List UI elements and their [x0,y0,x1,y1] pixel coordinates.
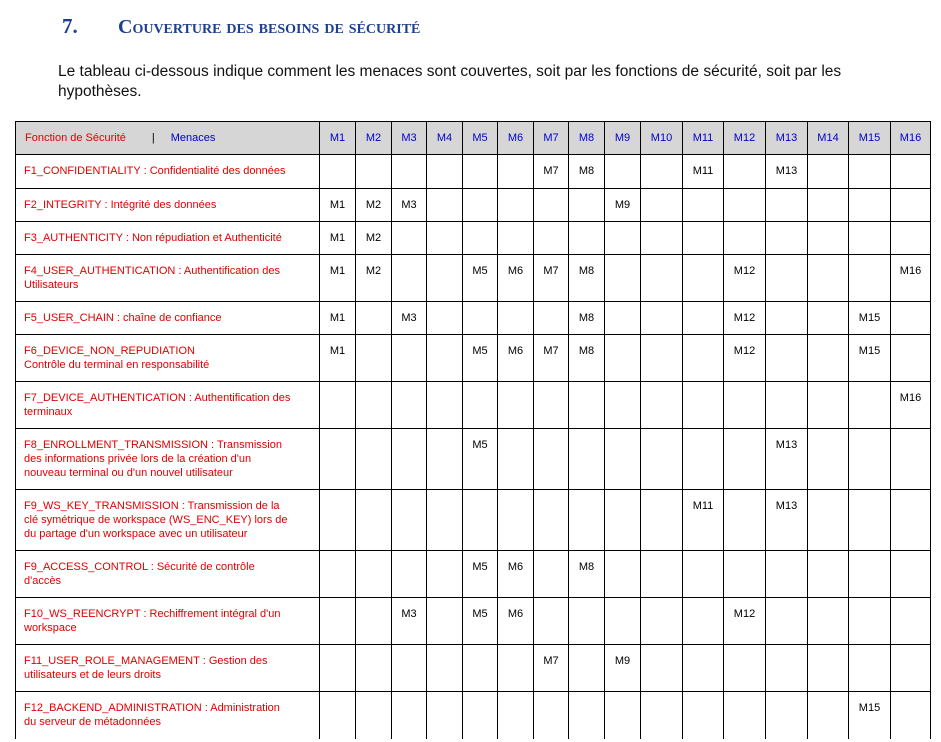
function-label-line: terminaux [24,406,73,418]
coverage-cell: M3 [392,302,427,335]
coverage-cell [683,222,724,255]
coverage-cell: M5 [463,429,498,490]
coverage-cell [891,429,931,490]
coverage-cell [498,302,534,335]
table-row [16,155,931,189]
table-row [16,551,931,598]
function-label-line: Contrôle du terminal en responsabilité [24,359,210,371]
section-heading [62,14,420,39]
coverage-cell [724,222,766,255]
header-threat-m6: M6 [498,122,534,155]
coverage-cell: M6 [498,551,534,598]
coverage-cell [808,645,849,692]
coverage-cell: M8 [569,302,605,335]
header-threat-m14: M14 [808,122,849,155]
coverage-cell [427,692,463,739]
function-label-line: Utilisateurs [24,279,79,291]
coverage-cell [498,490,534,551]
function-label-line: F12_BACKEND_ADMINISTRATION : Administration [24,702,280,714]
coverage-cell [849,189,891,222]
function-cell [16,490,320,551]
section-title: Couverture des besoins de sécurité [118,16,421,38]
function-cell [16,645,320,692]
coverage-cell [724,551,766,598]
table-body [16,155,931,739]
coverage-cell [849,429,891,490]
coverage-cell [605,551,641,598]
coverage-cell [641,429,683,490]
header-threat-m4: M4 [427,122,463,155]
coverage-cell: M12 [724,335,766,382]
coverage-cell [534,222,569,255]
coverage-cell [498,189,534,222]
coverage-cell [766,189,808,222]
coverage-cell [724,692,766,739]
coverage-cell [320,429,356,490]
coverage-cell [766,302,808,335]
header-threat-m3: M3 [392,122,427,155]
coverage-cell [724,429,766,490]
coverage-cell [605,598,641,645]
coverage-cell [605,222,641,255]
coverage-cell [569,382,605,429]
function-cell [16,429,320,490]
coverage-cell [569,189,605,222]
coverage-cell [463,645,498,692]
coverage-cell: M8 [569,155,605,189]
coverage-cell [427,598,463,645]
header-threat-m1: M1 [320,122,356,155]
coverage-cell [392,155,427,189]
table-row [16,490,931,551]
function-cell [16,382,320,429]
coverage-cell [641,490,683,551]
coverage-cell [808,302,849,335]
coverage-cell [641,335,683,382]
coverage-cell [498,692,534,739]
function-cell [16,598,320,645]
coverage-cell [534,382,569,429]
coverage-cell [320,155,356,189]
coverage-cell [392,222,427,255]
table-row [16,645,931,692]
function-label-line: du serveur de métadonnées [24,716,161,728]
coverage-cell: M5 [463,598,498,645]
coverage-cell: M12 [724,255,766,302]
coverage-cell [766,382,808,429]
coverage-cell [427,155,463,189]
coverage-cell [427,490,463,551]
coverage-cell [808,255,849,302]
function-label-line: des informations privée lors de la création d'un [24,453,252,465]
coverage-cell [320,551,356,598]
coverage-cell [766,692,808,739]
coverage-cell [724,645,766,692]
function-cell [16,551,320,598]
coverage-cell [356,551,392,598]
header-threat-m12: M12 [724,122,766,155]
function-label-line: F4_USER_AUTHENTICATION : Authentification des [24,265,280,277]
table-row [16,222,931,255]
coverage-cell [427,645,463,692]
coverage-cell [641,598,683,645]
coverage-cell [392,692,427,739]
coverage-cell [463,155,498,189]
coverage-cell [534,692,569,739]
function-label-line: F9_WS_KEY_TRANSMISSION : Transmission de la [24,500,280,512]
function-cell [16,255,320,302]
coverage-cell [605,382,641,429]
coverage-cell [891,692,931,739]
coverage-cell [891,598,931,645]
coverage-cell [427,429,463,490]
coverage-cell: M9 [605,645,641,692]
coverage-cell [498,155,534,189]
coverage-cell: M1 [320,189,356,222]
coverage-cell [808,598,849,645]
coverage-cell: M2 [356,189,392,222]
coverage-cell: M13 [766,155,808,189]
coverage-cell: M6 [498,335,534,382]
coverage-cell [534,429,569,490]
function-cell [16,222,320,255]
coverage-cell [356,155,392,189]
coverage-cell [891,335,931,382]
header-threat-m16: M16 [891,122,931,155]
function-label-line: F3_AUTHENTICITY : Non répudiation et Authenticité [24,232,282,244]
coverage-cell: M12 [724,598,766,645]
coverage-table [15,121,931,739]
coverage-cell [605,429,641,490]
coverage-cell: M5 [463,255,498,302]
coverage-cell [724,189,766,222]
coverage-cell: M2 [356,222,392,255]
coverage-cell [724,155,766,189]
coverage-cell: M1 [320,335,356,382]
coverage-cell [891,189,931,222]
coverage-cell: M6 [498,255,534,302]
function-label-line: du partage d'un workspace avec un utilisateur [24,528,248,540]
coverage-cell [427,255,463,302]
function-label-line: F6_DEVICE_NON_REPUDIATION [24,345,195,357]
coverage-cell [849,490,891,551]
coverage-cell: M8 [569,551,605,598]
function-label-line: F9_ACCESS_CONTROL : Sécurité de contrôle [24,561,255,573]
coverage-cell [641,302,683,335]
coverage-cell [427,302,463,335]
header-threat-m11: M11 [683,122,724,155]
coverage-cell [891,302,931,335]
coverage-cell [766,551,808,598]
coverage-cell: M2 [356,255,392,302]
coverage-cell [498,382,534,429]
coverage-cell [605,255,641,302]
coverage-cell [891,222,931,255]
function-label-line: F1_CONFIDENTIALITY : Confidentialité des données [24,165,286,177]
coverage-cell: M12 [724,302,766,335]
coverage-cell [683,598,724,645]
coverage-cell [724,382,766,429]
coverage-cell [683,645,724,692]
coverage-cell [808,382,849,429]
coverage-cell [534,189,569,222]
coverage-cell [463,382,498,429]
coverage-cell [534,551,569,598]
coverage-cell: M3 [392,598,427,645]
function-label-line: workspace [24,622,77,634]
coverage-cell [641,645,683,692]
coverage-cell [849,255,891,302]
coverage-cell [356,382,392,429]
header-threat-m5: M5 [463,122,498,155]
table-row [16,335,931,382]
coverage-cell: M7 [534,255,569,302]
coverage-cell [392,429,427,490]
coverage-cell: M15 [849,302,891,335]
coverage-cell: M8 [569,335,605,382]
coverage-cell [569,222,605,255]
coverage-cell [392,255,427,302]
coverage-cell [641,155,683,189]
coverage-cell [427,335,463,382]
coverage-cell [320,645,356,692]
coverage-cell [320,382,356,429]
coverage-cell [849,222,891,255]
coverage-cell [427,551,463,598]
coverage-cell: M5 [463,335,498,382]
coverage-cell [427,189,463,222]
header-function-cell [16,122,320,155]
coverage-cell [356,335,392,382]
coverage-cell: M13 [766,490,808,551]
table-header-row [16,122,931,155]
coverage-cell: M6 [498,598,534,645]
coverage-cell: M1 [320,255,356,302]
coverage-cell [683,692,724,739]
coverage-cell [766,335,808,382]
coverage-cell [808,335,849,382]
coverage-cell [605,155,641,189]
coverage-cell: M7 [534,335,569,382]
coverage-cell [849,598,891,645]
coverage-cell [641,692,683,739]
coverage-cell [891,645,931,692]
coverage-cell [849,645,891,692]
coverage-cell [641,222,683,255]
coverage-cell [766,255,808,302]
coverage-cell [766,222,808,255]
table-row [16,429,931,490]
coverage-cell: M8 [569,255,605,302]
coverage-cell [569,692,605,739]
coverage-cell [498,429,534,490]
coverage-cell: M11 [683,155,724,189]
coverage-cell [683,382,724,429]
header-threat-m15: M15 [849,122,891,155]
header-separator: | [151,132,155,144]
coverage-cell [766,598,808,645]
coverage-cell [427,222,463,255]
coverage-cell [569,598,605,645]
coverage-cell [808,551,849,598]
function-cell [16,302,320,335]
coverage-cell [605,302,641,335]
coverage-cell [605,692,641,739]
coverage-cell [683,255,724,302]
coverage-cell [891,155,931,189]
function-cell [16,692,320,739]
coverage-cell [605,490,641,551]
coverage-cell [356,429,392,490]
coverage-cell [808,222,849,255]
function-label-line: utilisateurs et de leurs droits [24,669,161,681]
function-label-line: F11_USER_ROLE_MANAGEMENT : Gestion des [24,655,268,667]
coverage-cell [498,222,534,255]
coverage-cell [392,335,427,382]
coverage-cell [356,598,392,645]
function-cell [16,335,320,382]
coverage-cell: M1 [320,302,356,335]
coverage-cell [534,598,569,645]
coverage-cell [498,645,534,692]
function-label-line: F2_INTEGRITY : Intégrité des données [24,199,217,211]
header-threat-m7: M7 [534,122,569,155]
function-label-line: F7_DEVICE_AUTHENTICATION : Authentification des [24,392,291,404]
function-label-line: nouveau terminal ou d'un nouvel utilisateur [24,467,233,479]
coverage-cell [320,692,356,739]
function-label-line: F8_ENROLLMENT_TRANSMISSION : Transmission [24,439,282,451]
coverage-cell: M3 [392,189,427,222]
coverage-cell [569,645,605,692]
coverage-cell [808,490,849,551]
coverage-cell [891,551,931,598]
header-function-label: Fonction de Sécurité [25,132,126,144]
coverage-cell [463,490,498,551]
coverage-cell [320,598,356,645]
table-row [16,189,931,222]
coverage-cell: M16 [891,255,931,302]
coverage-cell [808,155,849,189]
coverage-cell [641,255,683,302]
coverage-cell [849,551,891,598]
header-threat-m9: M9 [605,122,641,155]
coverage-cell [683,302,724,335]
coverage-cell [356,302,392,335]
coverage-cell [463,302,498,335]
coverage-cell: M1 [320,222,356,255]
coverage-cell [641,382,683,429]
table-row [16,302,931,335]
coverage-cell [641,551,683,598]
coverage-cell [569,429,605,490]
header-threat-m10: M10 [641,122,683,155]
coverage-cell [463,189,498,222]
coverage-cell [320,490,356,551]
coverage-cell [392,490,427,551]
coverage-cell [356,692,392,739]
header-threat-m8: M8 [569,122,605,155]
coverage-cell [356,490,392,551]
coverage-cell [463,222,498,255]
coverage-cell [683,189,724,222]
coverage-cell: M9 [605,189,641,222]
section-number: 7. [62,14,78,38]
header-menaces-label: Menaces [170,132,216,144]
coverage-cell: M15 [849,692,891,739]
coverage-cell [534,302,569,335]
coverage-cell: M5 [463,551,498,598]
table-row [16,255,931,302]
coverage-cell [808,429,849,490]
coverage-cell [356,645,392,692]
coverage-cell [849,382,891,429]
coverage-cell [605,335,641,382]
coverage-cell [724,490,766,551]
coverage-cell [641,189,683,222]
coverage-cell [849,155,891,189]
coverage-cell [683,551,724,598]
header-threat-m2: M2 [356,122,392,155]
coverage-cell [766,645,808,692]
table-row [16,598,931,645]
coverage-cell [891,490,931,551]
coverage-cell [427,382,463,429]
table-row [16,382,931,429]
coverage-cell [534,490,569,551]
coverage-cell: M7 [534,155,569,189]
function-cell [16,189,320,222]
intro-paragraph: Le tableau ci-dessous indique comment les menaces sont couvertes, soit par les fonctions de sécurité, soit par les hypothèses. [58,63,842,100]
coverage-cell [463,692,498,739]
coverage-cell [683,335,724,382]
coverage-cell [683,429,724,490]
table-row [16,692,931,739]
function-label-line: d'accès [24,575,61,587]
coverage-cell: M7 [534,645,569,692]
function-cell [16,155,320,189]
coverage-cell: M13 [766,429,808,490]
coverage-cell [392,382,427,429]
coverage-cell [569,490,605,551]
function-label-line: F10_WS_REENCRYPT : Rechiffrement intégral d'un [24,608,281,620]
coverage-cell [808,692,849,739]
header-threat-m13: M13 [766,122,808,155]
function-label-line: F5_USER_CHAIN : chaîne de confiance [24,312,222,324]
coverage-cell: M15 [849,335,891,382]
coverage-cell [392,551,427,598]
coverage-cell [808,189,849,222]
coverage-cell: M11 [683,490,724,551]
coverage-cell [392,645,427,692]
function-label-line: clé symétrique de workspace (WS_ENC_KEY) lors de [24,514,288,526]
coverage-cell: M16 [891,382,931,429]
